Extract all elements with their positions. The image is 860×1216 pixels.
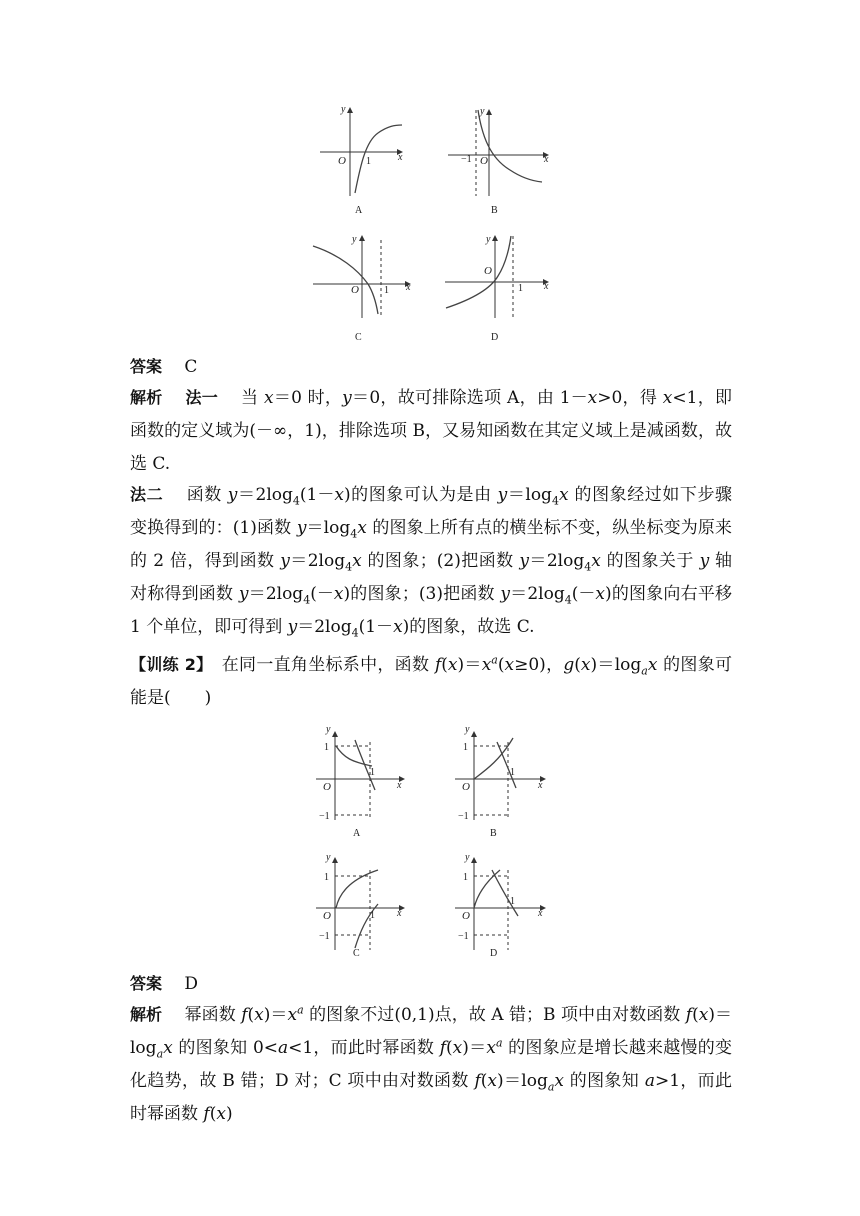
method-2-text: ＝2log [289,551,346,571]
method-2-text: )的图象；(3)把函数 [343,584,501,604]
var-x: x [452,1038,463,1058]
fig1-c-one: 1 [384,285,389,296]
log-base: 4 [345,560,353,574]
analysis-2-text: 的图象知 [564,1071,645,1091]
log-base: a [641,664,648,678]
var-f: f [439,1038,447,1058]
var-a: a [644,1071,655,1091]
log-base: 4 [584,560,592,574]
fig1-a-origin: O [338,155,346,167]
var-x: x [447,655,458,675]
var-y: y [227,485,238,505]
var-y: y [287,617,298,637]
training-2-text: 在同一直角坐标系中，函数 [221,655,435,675]
training-2-label: 【训练 2】 [130,655,205,674]
analysis-2-text: ( [209,1104,217,1124]
fig2-c-origin: O [323,910,331,922]
answer-1 [130,350,732,384]
fig2-c-x-label: x [397,908,402,919]
fig1-d-x-label: x [544,281,549,292]
var-x: x [352,551,362,571]
fig1-c-origin: O [351,284,359,296]
var-f: f [434,655,442,675]
analysis-2-text: )＝ [263,1005,288,1025]
method-2-text: (－ [571,584,596,604]
var-x: x [216,1104,226,1124]
graph-1d [445,236,548,318]
analysis-1-text: ＝0，故可排除选项 A，由 1－ [351,388,588,408]
log-base: 4 [350,527,358,541]
method-2-text: 的图象；(2)把函数 [361,551,520,571]
method-2-text: 的图象上所有点的横坐标不变，纵坐标变为原来的 2 倍，得到函数 [130,518,733,571]
var-y: y [500,584,510,604]
analysis-1-text: >0，得 [597,388,663,408]
graph-1c [313,236,410,318]
fig2-b-neg-one: −1 [458,811,469,822]
var-x: x [333,584,344,604]
fig2-c-one: 1 [324,872,329,883]
fig1-b-y-label: y [480,106,485,117]
method-2-text: ＝log [306,518,351,538]
var-x: x [554,1071,564,1091]
fig2-c-one-x: 1 [370,910,375,921]
analysis-1-text: 当 [241,388,264,408]
fig1-a-y-label: y [341,104,346,115]
method-2-text: ＝2log [509,584,565,604]
var-f: f [203,1104,210,1124]
training-2-text: )＝ [457,655,482,675]
method-2-text: ＝2log [529,551,585,571]
method-2-text: ＝2log [297,617,352,637]
var-f: f [685,1005,693,1025]
var-x: x [287,1005,298,1025]
log-base: 4 [564,593,572,607]
var-x: x [662,388,673,408]
analysis-2-text: )＝ [462,1038,487,1058]
method-2-text: )的图象向右平移 1 个单位，即可得到 [130,584,733,637]
training-2-text: ( [441,655,448,675]
exp-a: a [491,653,498,667]
var-y: y [238,584,249,604]
method-2-text: )的图象，故选 C. [402,617,535,637]
fig2-d-origin: O [462,910,470,922]
var-x: x [504,655,515,675]
fig2-b-origin: O [462,781,470,793]
fig2-label-c: C [353,948,360,959]
fig1-label-b: B [491,205,498,216]
method-2-text: 轴对称得到函数 [130,551,733,604]
training-2-text: )＝log [590,655,642,675]
var-y: y [280,551,290,571]
var-x: x [357,518,367,538]
fig2-c-y-label: y [326,852,331,863]
analysis-1-text: ＝0 时， [273,388,343,408]
answer-1-label: 答案 [130,357,163,376]
fig1-label-c: C [355,332,362,343]
fig1-a-x-label: x [398,152,403,163]
analysis-2-text: <1，而此时幂函数 [288,1038,440,1058]
training-2 [130,648,732,715]
training-2-text: ( [574,655,581,675]
var-g: g [563,655,575,675]
analysis-1-text: <1，即函数的定义域为(－∞，1)，排除选项 B，又易知函数在其定义域上是减函数，故选 C. [130,388,732,474]
fig1-b-origin: O [480,155,488,167]
fig2-b-x-label: x [538,780,543,791]
fig2-d-one: 1 [463,872,468,883]
answer-2-value: D [184,974,199,994]
method-2-text: ＝2log [248,584,304,604]
fig2-b-one: 1 [463,742,468,753]
fig2-a-one: 1 [324,742,329,753]
method-2-text: (1－ [299,485,335,505]
var-x: x [263,388,274,408]
log-base: 4 [351,626,359,640]
var-x: x [487,1071,497,1091]
fig2-a-y-label: y [326,724,331,735]
graph-2a [316,732,404,820]
graph-1b [448,110,548,196]
analysis-1 [130,381,732,481]
var-x: x [698,1005,709,1025]
fig2-d-y-label: y [465,852,470,863]
fig2-d-neg-one: −1 [458,931,469,942]
fig1-c-y-label: y [352,234,357,245]
var-x: x [481,655,492,675]
analysis-2 [130,998,732,1131]
fig2-label-d: D [490,948,498,959]
method-2-text: 的图象关于 [600,551,700,571]
var-y: y [519,551,529,571]
var-x: x [558,485,569,505]
analysis-2-text: ( [247,1005,255,1025]
figure-1-svg [0,0,860,350]
var-x: x [591,551,601,571]
analysis-2-label: 解析 [130,1005,163,1024]
training-2-text: ( [497,655,505,675]
method-1-label: 法一 [185,388,219,407]
method-2-text: ＝2log [237,485,293,505]
analysis-2-text: 的图象应是增长越来越慢的变化趋势，故 B 错；D 对；C 项中由对数函数 [130,1038,732,1091]
log-base: 4 [303,593,311,607]
graph-2b [455,732,545,820]
log-base: 4 [292,494,300,508]
fig1-c-x-label: x [406,282,411,293]
answer-2-label: 答案 [130,974,163,993]
method-2-text: ＝log [507,485,552,505]
exp-a: a [495,1036,503,1050]
analysis-2-text: ( [446,1038,453,1058]
fig2-label-b: B [490,828,497,839]
log-base: a [156,1047,164,1061]
fig2-b-y-label: y [465,724,470,735]
training-2-text: 的图象可能是( ) [130,655,733,708]
exp-a: a [297,1003,304,1017]
method-2-text: (1－ [358,617,394,637]
fig1-d-y-label: y [486,234,491,245]
analysis-2-text: 的图象知 0< [172,1038,278,1058]
var-a: a [278,1038,289,1058]
fig1-d-origin: O [484,265,492,277]
method-2-text: (－ [310,584,334,604]
method-2 [130,478,732,644]
fig2-a-origin: O [323,781,331,793]
fig1-d-one: 1 [518,283,523,294]
fig2-c-neg-one: −1 [319,931,330,942]
var-x: x [393,617,403,637]
analysis-2-text: >1，而此时幂函数 [130,1071,733,1124]
figure-1 [0,0,860,350]
var-f: f [474,1071,481,1091]
var-x: x [486,1038,496,1058]
analysis-2-text: ) [225,1104,233,1124]
analysis-2-text: 幂函数 [184,1005,242,1025]
figure-2-svg [0,720,860,970]
var-x: x [595,584,605,604]
var-x: x [580,655,591,675]
var-f: f [241,1005,248,1025]
analysis-2-text: 的图象不过(0,1)点，故 A 错；B 项中由对数函数 [303,1005,686,1025]
fig1-label-d: D [491,332,499,343]
log-base: a [547,1080,555,1094]
var-y: y [342,388,352,408]
fig2-a-one-x: 1 [370,767,375,778]
log-base: 4 [551,494,559,508]
method-2-text: 函数 [186,485,228,505]
answer-1-value: C [184,357,198,377]
var-x: x [587,388,598,408]
var-y: y [296,518,307,538]
method-2-text: )的图象可认为是由 [343,485,498,505]
fig2-a-x-label: x [397,780,402,791]
fig1-b-x-label: x [544,154,549,165]
fig1-a-one: 1 [366,156,371,167]
fig2-b-one-x: 1 [510,767,515,778]
var-x: x [647,655,658,675]
fig2-a-neg-one: −1 [319,811,330,822]
fig2-d-one-x: 1 [510,896,515,907]
training-2-text: ≥0)， [514,655,564,675]
fig2-label-a: A [353,828,361,839]
graph-1a [320,108,402,196]
var-y: y [699,551,710,571]
var-x: x [334,485,344,505]
fig1-b-neg-one: −1 [461,154,472,165]
fig1-label-a: A [355,205,363,216]
analysis-2-text: )＝log [130,1005,732,1058]
method-2-label: 法二 [130,485,164,504]
figure-2 [0,720,860,970]
analysis-2-text: ( [480,1071,488,1091]
analysis-2-text: ( [692,1005,699,1025]
analysis-1-label: 解析 [130,388,163,407]
var-x: x [163,1038,173,1058]
var-x: x [254,1005,264,1025]
analysis-2-text: )＝log [496,1071,548,1091]
var-y: y [497,485,508,505]
method-2-text: 的图象经过如下步骤变换得到的：(1)函数 [130,485,733,538]
answer-2 [130,967,732,1001]
fig2-d-x-label: x [538,908,543,919]
